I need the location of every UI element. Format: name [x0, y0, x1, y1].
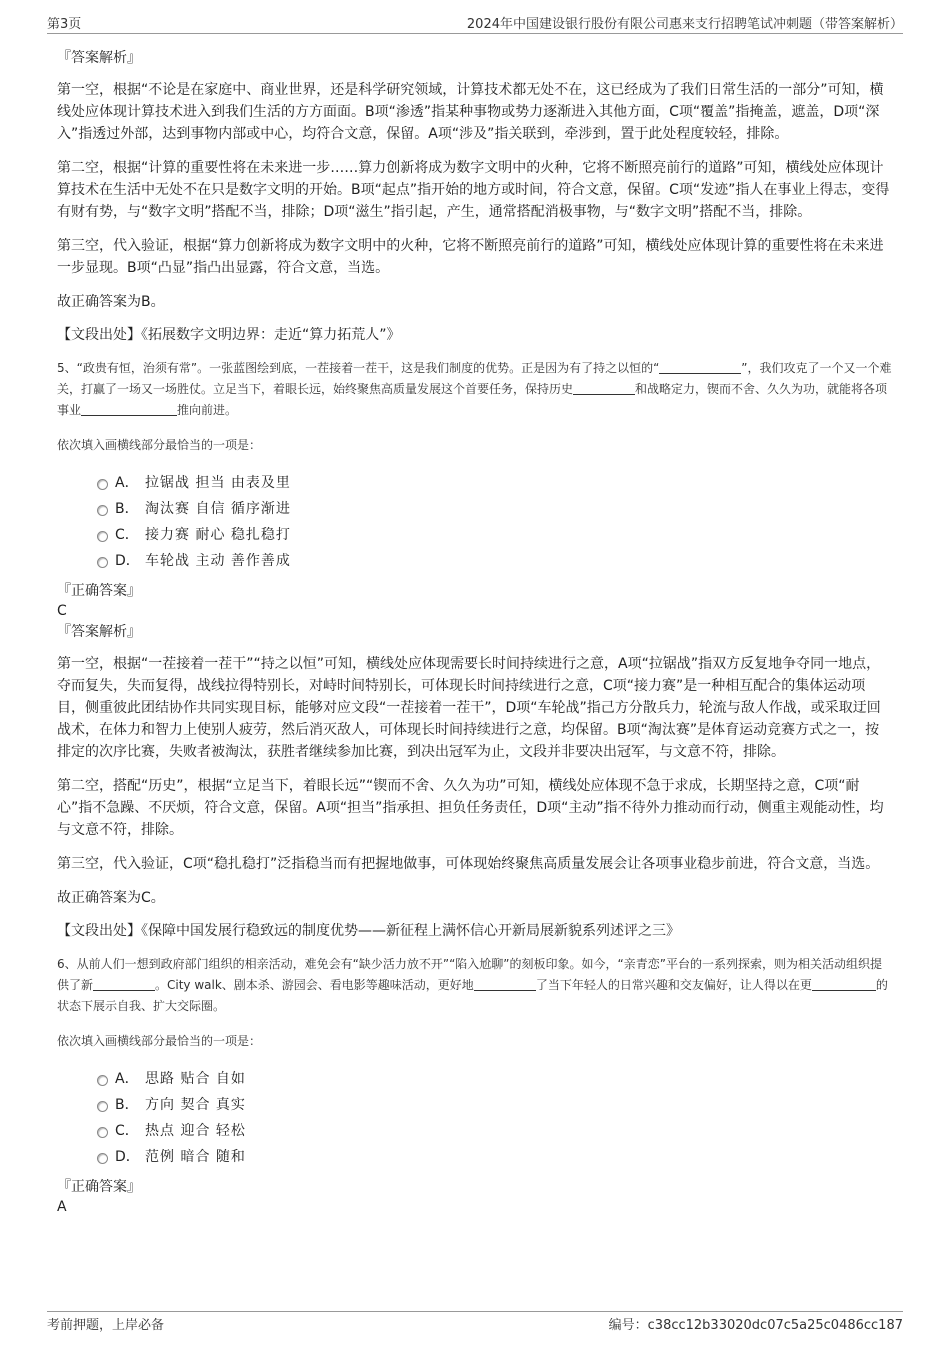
source-title: 《保障中国发展行稳致远的制度优势——新征程上满怀信心开新局展新貌系列述评之三》	[141, 923, 680, 939]
radio-icon[interactable]	[97, 557, 108, 568]
question-5-stem: 5、“政贵有恒，治须有常”。一张蓝图绘到底，一茬接着一茬干，这是我们制度的优势。正是因为有了持之以恒的“ ”，我们攻克了一个又一个难关，打赢了一场又一场胜仗。立足当下，着眼长远，始终聚焦高质量发展这个首要任务，保持历史 和战略定力，锲而不舍、久久为功，就能将各项事业 推向前进。	[57, 361, 892, 417]
analysis-paragraph-3: 第三空，代入验证，C项“稳扎稳打”泛指稳当而有把握地做事，可体现始终聚焦高质量发展会让各项事业稳步前进，符合文意，当选。	[57, 856, 880, 872]
conclusion: 故正确答案为B。	[57, 294, 165, 310]
option-d[interactable]: D． 范例 暗合 随和	[57, 1144, 892, 1170]
blank-3	[81, 401, 177, 416]
option-a[interactable]: A． 思路 贴合 自如	[57, 1066, 892, 1092]
question-6-stem: 6、从前人们一想到政府部门组织的相亲活动，难免会有“缺少活力放不开”“陷入尬聊”的刻板印象。如今，“亲青恋”平台的一系列探索，则为相关活动组织提供了新 。City walk、剧本杀、游园会、看电影等趣味活动，更好地 了当下年轻人的日常兴趣和交友偏好，让人得以在更 的状态下展示自我、扩大交际圈。	[57, 957, 888, 1013]
option-d[interactable]: D． 车轮战 主动 善作善成	[57, 548, 892, 574]
question-6-prompt: 依次填入画横线部分最恰当的一项是：	[57, 1034, 262, 1048]
radio-icon[interactable]	[97, 1101, 108, 1112]
analysis-paragraph-2: 第二空，根据“计算的重要性将在未来进一步……算力创新将成为数字文明中的火种，它将不断照亮前行的道路”可知，横线处应体现计算技术在生活中无处不在只是数字文明的开始。B项“起点”指开始的地方或时间，符合文意，保留。C项“发迹”指人在事业上得志，变得有财有势，与“数字文明”搭配不当，排除；D项“滋生”指引起，产生，通常搭配消极事物，与“数字文明”搭配不当，排除。	[57, 160, 890, 220]
radio-icon[interactable]	[97, 1127, 108, 1138]
analysis-label: 『答案解析』	[57, 50, 141, 66]
document-title: 2024年中国建设银行股份有限公司惠来支行招聘笔试冲刺题（带答案解析）	[466, 17, 903, 32]
radio-icon[interactable]	[97, 531, 108, 542]
blank-2	[474, 976, 536, 991]
option-b[interactable]: B． 方向 契合 真实	[57, 1092, 892, 1118]
radio-icon[interactable]	[97, 1153, 108, 1164]
source-title: 《拓展数字文明边界：走近“算力拓荒人”》	[141, 327, 401, 343]
radio-icon[interactable]	[97, 1075, 108, 1086]
radio-icon[interactable]	[97, 479, 108, 490]
footer-divider	[47, 1311, 903, 1312]
option-b[interactable]: B． 淘汰赛 自信 循序渐进	[57, 496, 892, 522]
analysis-paragraph-1: 第一空，根据“不论是在家庭中、商业世界，还是科学研究领域，计算技术都无处不在，这已经成为了我们日常生活的一部分”可知，横线处应体现计算技术进入到我们生活的方方面面。B项“渗透”指某种事物或势力逐渐进入其他方面，C项“覆盖”指掩盖，遮盖，D项“深入”指透过外部，达到事物内部或中心，均符合文意，保留。A项“涉及”指关联到，牵涉到，置于此处程度较轻，排除。	[57, 82, 884, 142]
analysis-paragraph-1: 第一空，根据“一茬接着一茬干”“持之以恒”可知，横线处应体现需要长时间持续进行之意，A项“拉锯战”指双方反复地争夺同一地点，夺而复失，失而复得，战线拉得特别长，对峙时间特别长，可体现长时间持续进行之意，C项“接力赛”是一种相互配合的集体运动项目，侧重彼此团结协作共同实现目标，能够对应文段“一茬接着一茬干”，D项“车轮战”指己方分散兵力，轮流与敌人作战，或采取迂回战术，在体力和智力上使别人疲劳，然后消灭敌人，可体现长时间持续进行之意，均保留。B项“淘汰赛”是体育运动竞赛方式之一，按排定的次序比赛，失败者被淘汰，获胜者继续参加比赛，到决出冠军为止，文段并非要决出冠军，与文意不符，排除。	[57, 656, 881, 760]
blank-1	[659, 359, 741, 374]
radio-icon[interactable]	[97, 505, 108, 516]
question-5-prompt: 依次填入画横线部分最恰当的一项是：	[57, 438, 262, 452]
document-id: 编号：c38cc12b33020dc07c5a25c0486cc187	[608, 1318, 903, 1333]
source-line	[57, 324, 892, 346]
correct-answer-label: 『正确答案』	[57, 1179, 141, 1195]
option-c[interactable]: C． 接力赛 耐心 稳扎稳打	[57, 522, 892, 548]
option-c[interactable]: C． 热点 迎合 轻松	[57, 1118, 892, 1144]
blank-2	[573, 380, 635, 395]
blank-3	[812, 976, 876, 991]
source-label: 【文段出处】	[57, 923, 141, 939]
footer-slogan: 考前押题，上岸必备	[47, 1318, 165, 1333]
correct-answer-label: 『正确答案』	[57, 583, 141, 599]
analysis-paragraph-2: 第二空，搭配“历史”，根据“立足当下，着眼长远”“锲而不舍、久久为功”可知，横线处应体现不急于求成，长期坚持之意，C项“耐心”指不急躁、不厌烦，符合文意，保留。A项“担当”指承担、担负任务责任，D项“主动”指不待外力推动而行动，侧重主观能动性，均与文意不符，排除。	[57, 778, 884, 838]
page-number: 第3页	[47, 17, 82, 32]
question-6-options	[57, 1066, 892, 1170]
correct-answer: C	[57, 603, 67, 619]
option-a[interactable]: A． 拉锯战 担当 由表及里	[57, 470, 892, 496]
source-line	[57, 920, 892, 942]
analysis-paragraph-3: 第三空，代入验证，根据“算力创新将成为数字文明中的火种，它将不断照亮前行的道路”可知，横线处应体现计算的重要性将在未来进一步显现。B项“凸显”指凸出显露，符合文意，当选。	[57, 238, 884, 276]
document-body	[57, 47, 892, 1218]
correct-answer: A	[57, 1199, 67, 1215]
question-5-options	[57, 470, 892, 574]
page-header	[47, 13, 903, 33]
conclusion: 故正确答案为C。	[57, 890, 165, 906]
analysis-label: 『答案解析』	[57, 624, 141, 640]
source-label: 【文段出处】	[57, 327, 141, 343]
header-divider	[47, 33, 903, 34]
blank-1	[93, 976, 155, 991]
